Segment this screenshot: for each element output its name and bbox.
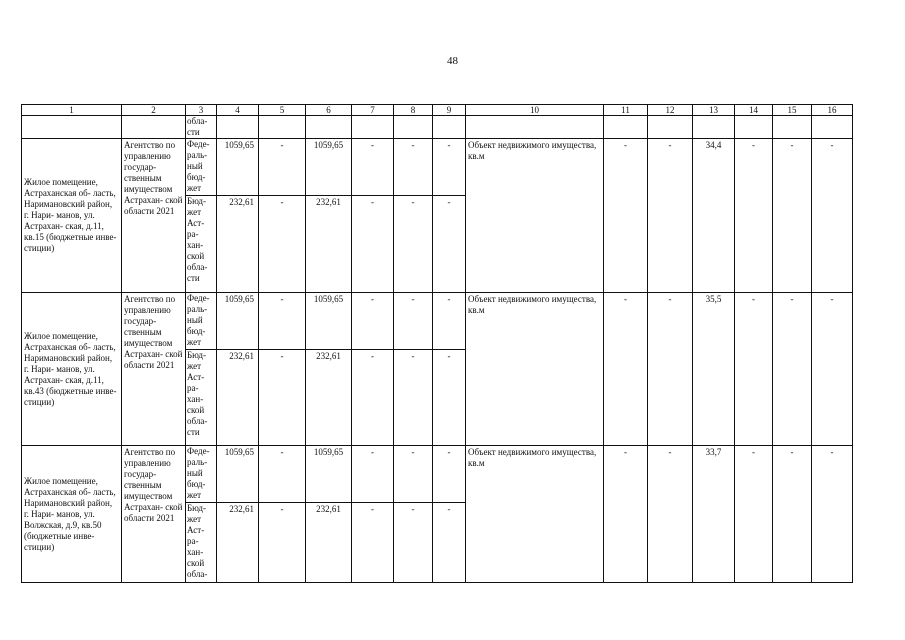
table-cell: обла- сти bbox=[186, 116, 217, 139]
table-row bbox=[22, 293, 853, 350]
header-cell: 12 bbox=[648, 105, 693, 116]
value-cell: 35,5 bbox=[693, 293, 735, 446]
header-cell: 15 bbox=[773, 105, 812, 116]
amount-cell: 1059,65 bbox=[306, 293, 352, 350]
header-cell: 8 bbox=[394, 105, 433, 116]
amount-cell: 232,61 bbox=[217, 350, 259, 446]
table-cell bbox=[22, 116, 122, 139]
header-cell: 6 bbox=[306, 105, 352, 116]
funding-source-cell: Бюд- жет Аст- ра- хан- ской обла- сти bbox=[186, 350, 217, 446]
funding-source-cell: Феде- раль- ный бюд- жет bbox=[186, 139, 217, 196]
page-number: 48 bbox=[447, 55, 458, 67]
amount-cell: - bbox=[394, 503, 433, 583]
table-cell bbox=[433, 116, 466, 139]
amount-cell: - bbox=[394, 350, 433, 446]
amount-cell: - bbox=[394, 139, 433, 196]
amount-cell: 232,61 bbox=[306, 196, 352, 293]
amount-cell: 1059,65 bbox=[306, 446, 352, 503]
header-cell: 14 bbox=[735, 105, 773, 116]
amount-cell: - bbox=[433, 139, 466, 196]
value-cell: - bbox=[812, 446, 853, 583]
table-cell bbox=[693, 116, 735, 139]
header-cell: 4 bbox=[217, 105, 259, 116]
amount-cell: - bbox=[259, 196, 306, 293]
value-cell: - bbox=[773, 293, 812, 446]
table-row bbox=[22, 446, 853, 503]
table-cell bbox=[306, 116, 352, 139]
object-name-cell: Жилое помещение, Астраханская об- ласть, Наримановский район, г. Нари- манов, ул. Астрахан- ская, д.11, кв.43 (бюджетные инве- стиции) bbox=[22, 293, 122, 446]
header-cell: 2 bbox=[122, 105, 186, 116]
amount-cell: - bbox=[433, 350, 466, 446]
value-cell: - bbox=[812, 293, 853, 446]
header-cell: 1 bbox=[22, 105, 122, 116]
header-cell: 10 bbox=[466, 105, 604, 116]
indicator-cell: Объект недвижимого имущества, кв.м bbox=[466, 139, 604, 293]
table-cell bbox=[735, 116, 773, 139]
amount-cell: - bbox=[394, 196, 433, 293]
table-cell bbox=[466, 116, 604, 139]
amount-cell: - bbox=[433, 503, 466, 583]
amount-cell: - bbox=[352, 350, 394, 446]
amount-cell: 232,61 bbox=[306, 350, 352, 446]
amount-cell: - bbox=[259, 293, 306, 350]
value-cell: 34,4 bbox=[693, 139, 735, 293]
table-cell bbox=[648, 116, 693, 139]
amount-cell: - bbox=[352, 293, 394, 350]
amount-cell: - bbox=[259, 139, 306, 196]
table-cell bbox=[217, 116, 259, 139]
value-cell: - bbox=[773, 446, 812, 583]
budget-table bbox=[21, 104, 853, 583]
amount-cell: 232,61 bbox=[217, 196, 259, 293]
object-name-cell: Жилое помещение, Астраханская об- ласть, Наримановский район, г. Нари- манов, ул. Астрахан- ская, д.11, кв.15 (бюджетные инве- стиции) bbox=[22, 139, 122, 293]
header-cell: 16 bbox=[812, 105, 853, 116]
header-row bbox=[22, 105, 853, 116]
header-cell: 13 bbox=[693, 105, 735, 116]
table-cell bbox=[352, 116, 394, 139]
table-cell bbox=[604, 116, 648, 139]
value-cell: - bbox=[735, 139, 773, 293]
value-cell: - bbox=[735, 293, 773, 446]
header-cell: 9 bbox=[433, 105, 466, 116]
header-cell: 11 bbox=[604, 105, 648, 116]
funding-source-cell: Бюд- жет Аст- ра- хан- ской обла- сти bbox=[186, 196, 217, 293]
table-cell bbox=[259, 116, 306, 139]
amount-cell: 1059,65 bbox=[217, 293, 259, 350]
amount-cell: 232,61 bbox=[217, 503, 259, 583]
table-cell bbox=[773, 116, 812, 139]
object-name-cell: Жилое помещение, Астраханская об- ласть, Наримановский район, г. Нари- манов, ул. Волжская, д.9, кв.50 (бюджетные инве- стиции) bbox=[22, 446, 122, 583]
value-cell: - bbox=[735, 446, 773, 583]
amount-cell: - bbox=[352, 139, 394, 196]
amount-cell: 1059,65 bbox=[217, 446, 259, 503]
value-cell: - bbox=[604, 446, 648, 583]
header-cell: 3 bbox=[186, 105, 217, 116]
amount-cell: - bbox=[352, 196, 394, 293]
indicator-cell: Объект недвижимого имущества, кв.м bbox=[466, 293, 604, 446]
amount-cell: - bbox=[352, 446, 394, 503]
agency-cell: Агентство по управлению государ- ственным имуществом Астрахан- ской области 2021 bbox=[122, 446, 186, 583]
value-cell: 33,7 bbox=[693, 446, 735, 583]
amount-cell: - bbox=[259, 350, 306, 446]
agency-cell: Агентство по управлению государ- ственным имуществом Астрахан- ской области 2021 bbox=[122, 293, 186, 446]
amount-cell: 1059,65 bbox=[306, 139, 352, 196]
table-row bbox=[22, 139, 853, 196]
table-cell bbox=[394, 116, 433, 139]
value-cell: - bbox=[773, 139, 812, 293]
header-cell: 5 bbox=[259, 105, 306, 116]
amount-cell: 1059,65 bbox=[217, 139, 259, 196]
amount-cell: - bbox=[433, 196, 466, 293]
value-cell: - bbox=[648, 139, 693, 293]
table-cell bbox=[812, 116, 853, 139]
amount-cell: - bbox=[394, 293, 433, 350]
funding-source-cell: Феде- раль- ный бюд- жет bbox=[186, 293, 217, 350]
agency-cell: Агентство по управлению государ- ственным имуществом Астрахан- ской области 2021 bbox=[122, 139, 186, 293]
indicator-cell: Объект недвижимого имущества, кв.м bbox=[466, 446, 604, 583]
value-cell: - bbox=[648, 293, 693, 446]
value-cell: - bbox=[648, 446, 693, 583]
amount-cell: - bbox=[433, 293, 466, 350]
funding-source-cell: Феде- раль- ный бюд- жет bbox=[186, 446, 217, 503]
amount-cell: - bbox=[433, 446, 466, 503]
amount-cell: - bbox=[259, 503, 306, 583]
value-cell: - bbox=[604, 293, 648, 446]
amount-cell: - bbox=[259, 446, 306, 503]
continuation-row bbox=[22, 116, 853, 139]
value-cell: - bbox=[604, 139, 648, 293]
header-cell: 7 bbox=[352, 105, 394, 116]
funding-source-cell: Бюд- жет Аст- ра- хан- ской обла- bbox=[186, 503, 217, 583]
amount-cell: - bbox=[394, 446, 433, 503]
value-cell: - bbox=[812, 139, 853, 293]
table-cell bbox=[122, 116, 186, 139]
amount-cell: - bbox=[352, 503, 394, 583]
amount-cell: 232,61 bbox=[306, 503, 352, 583]
